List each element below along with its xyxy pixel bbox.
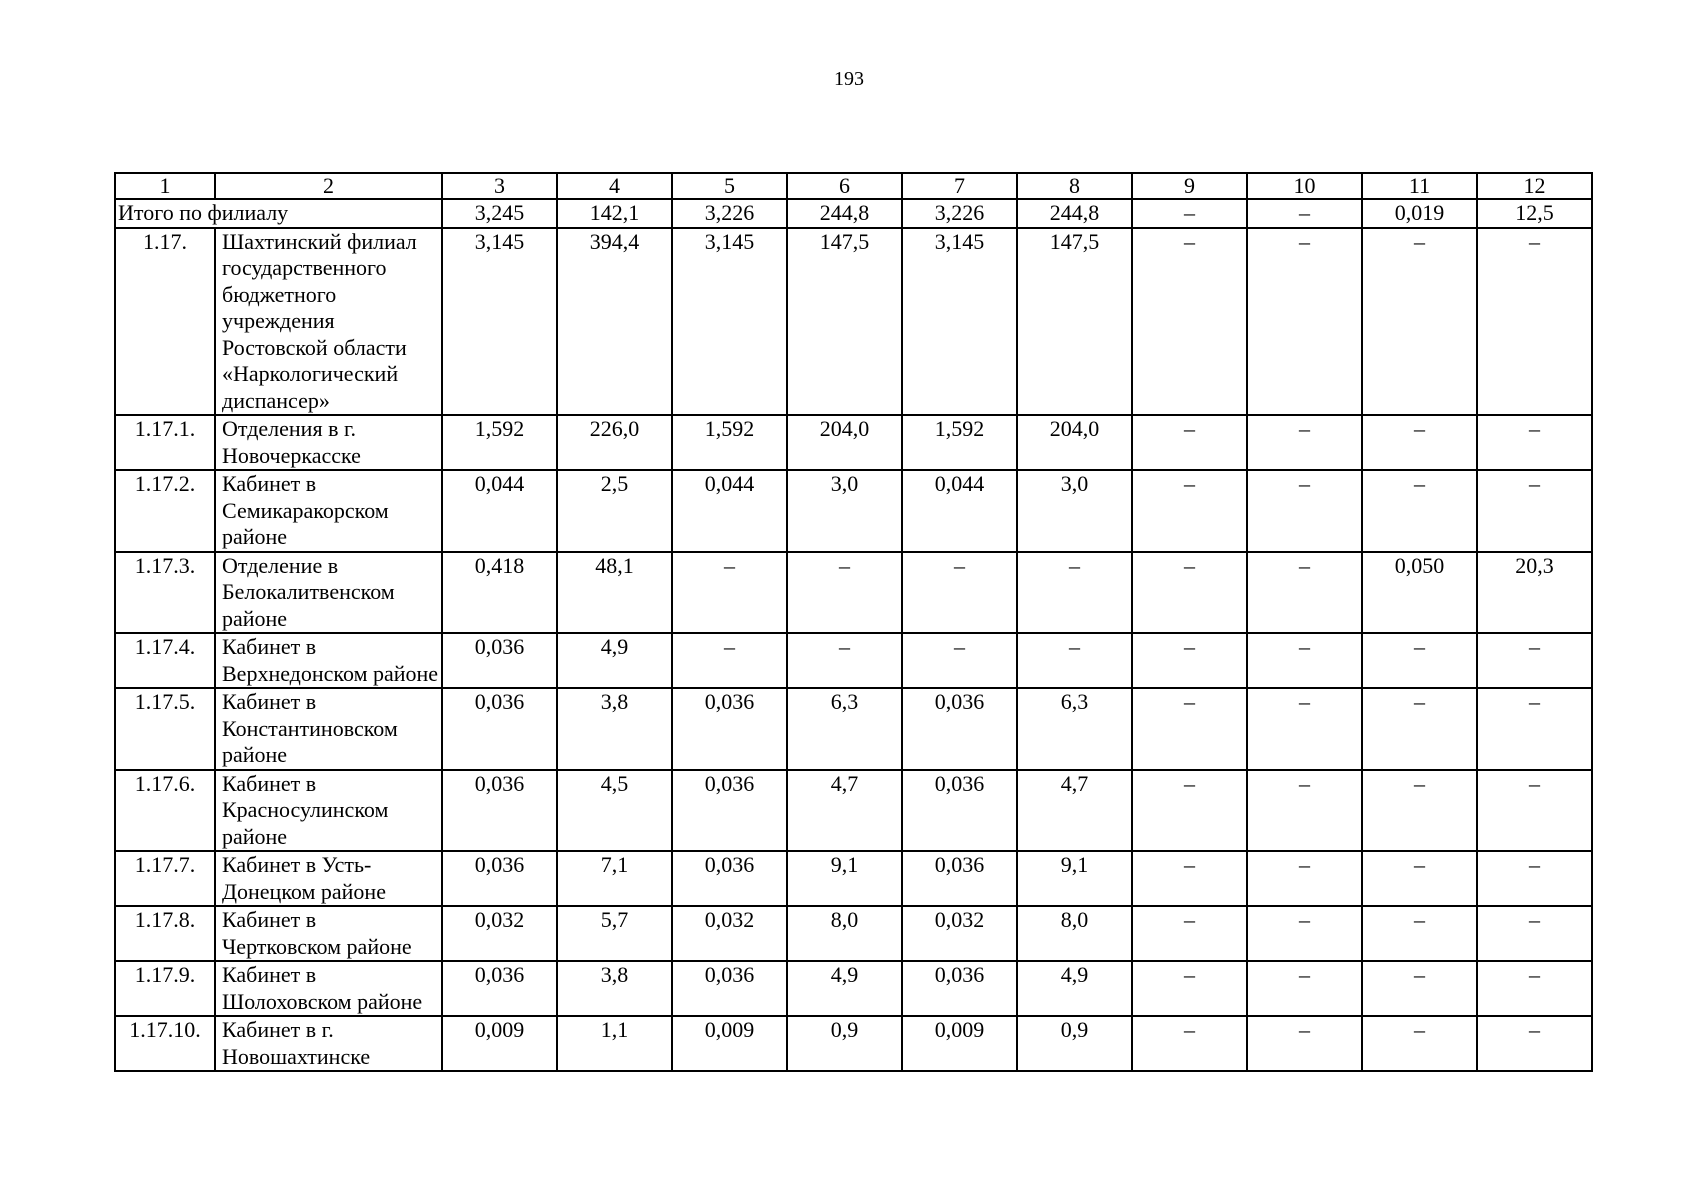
column-number: 7 [902, 173, 1017, 199]
table-cell: 0,032 [902, 906, 1017, 961]
total-row [115, 199, 1592, 228]
table-cell: – [787, 552, 902, 634]
table-cell: 394,4 [557, 228, 672, 416]
page-number: 193 [834, 68, 864, 90]
table-cell: – [672, 633, 787, 688]
column-number: 5 [672, 173, 787, 199]
table-cell: 48,1 [557, 552, 672, 634]
table-cell: 0,036 [442, 851, 557, 906]
table-cell: 6,3 [1017, 688, 1132, 770]
table-cell: 4,9 [1017, 961, 1132, 1016]
table-cell: – [1247, 470, 1362, 552]
table-row [115, 688, 1592, 770]
table-cell: – [1362, 415, 1477, 470]
table-cell: – [1247, 1016, 1362, 1071]
table-cell: 8,0 [787, 906, 902, 961]
table-cell: – [1362, 228, 1477, 416]
table-row [115, 552, 1592, 634]
table-cell: 0,032 [442, 906, 557, 961]
column-number: 1 [115, 173, 215, 199]
table-cell: 9,1 [787, 851, 902, 906]
row-number: 1.17.6. [115, 770, 215, 852]
table-cell: 0,036 [902, 688, 1017, 770]
table-cell: 3,0 [787, 470, 902, 552]
table-cell: 4,9 [557, 633, 672, 688]
row-name: Кабинет в Красносулинском районе [215, 770, 442, 852]
table-cell: – [1362, 851, 1477, 906]
table-cell: 3,226 [902, 199, 1017, 228]
table-cell: – [1362, 688, 1477, 770]
table-cell: – [672, 552, 787, 634]
column-number: 12 [1477, 173, 1592, 199]
row-number: 1.17.10. [115, 1016, 215, 1071]
table-cell: – [1132, 906, 1247, 961]
row-number: 1.17.1. [115, 415, 215, 470]
table-cell: 0,9 [787, 1016, 902, 1071]
column-number: 11 [1362, 173, 1477, 199]
table-cell: – [1132, 688, 1247, 770]
row-name: Кабинет в Семикаракорском районе [215, 470, 442, 552]
table-cell: 0,036 [672, 961, 787, 1016]
table-cell: 3,145 [442, 228, 557, 416]
table-cell: 5,7 [557, 906, 672, 961]
table-cell: – [1017, 633, 1132, 688]
table-cell: – [1132, 1016, 1247, 1071]
column-number: 8 [1017, 173, 1132, 199]
table-cell: – [1362, 633, 1477, 688]
table-cell: 0,044 [672, 470, 787, 552]
table-cell: – [1247, 688, 1362, 770]
column-number: 4 [557, 173, 672, 199]
row-number: 1.17.3. [115, 552, 215, 634]
table-cell: – [1132, 770, 1247, 852]
table-cell: 12,5 [1477, 199, 1592, 228]
row-number: 1.17.9. [115, 961, 215, 1016]
table-cell: – [1247, 633, 1362, 688]
row-name: Отделения в г. Новочеркасске [215, 415, 442, 470]
table-cell: – [1477, 961, 1592, 1016]
row-number: 1.17. [115, 228, 215, 416]
table-cell: – [1132, 228, 1247, 416]
column-number: 2 [215, 173, 442, 199]
table-cell: – [1132, 552, 1247, 634]
table-cell: 204,0 [787, 415, 902, 470]
table-cell: – [1247, 770, 1362, 852]
table-cell: – [1247, 228, 1362, 416]
table-cell: – [1477, 228, 1592, 416]
table-cell: – [1132, 961, 1247, 1016]
table-cell: 3,8 [557, 961, 672, 1016]
table-cell: 3,8 [557, 688, 672, 770]
table-cell: – [1132, 470, 1247, 552]
table-row [115, 470, 1592, 552]
row-number: 1.17.4. [115, 633, 215, 688]
row-name: Кабинет в Верхнедонском районе [215, 633, 442, 688]
table-cell: 0,036 [442, 961, 557, 1016]
table-cell: 3,0 [1017, 470, 1132, 552]
table-cell: 0,036 [672, 851, 787, 906]
table-cell: 0,009 [902, 1016, 1017, 1071]
table-cell: – [1477, 688, 1592, 770]
column-number: 9 [1132, 173, 1247, 199]
table-cell: 0,036 [442, 688, 557, 770]
table-cell: – [1477, 851, 1592, 906]
row-name: Шахтинский филиал государственного бюджетного учреждения Ростовской области «Наркологический диспансер» [215, 228, 442, 416]
table-cell: 0,009 [672, 1016, 787, 1071]
row-number: 1.17.8. [115, 906, 215, 961]
table-cell: 0,044 [442, 470, 557, 552]
table-cell: 0,036 [902, 961, 1017, 1016]
table-row [115, 1016, 1592, 1071]
table-cell: – [1017, 552, 1132, 634]
table-cell: – [1132, 851, 1247, 906]
table-cell: 142,1 [557, 199, 672, 228]
table-cell: – [1477, 633, 1592, 688]
table-cell: 1,592 [442, 415, 557, 470]
table-cell: 4,5 [557, 770, 672, 852]
table-cell: 147,5 [1017, 228, 1132, 416]
table-row [115, 415, 1592, 470]
table-cell: – [1247, 415, 1362, 470]
row-name: Кабинет в г. Новошахтинске [215, 1016, 442, 1071]
table-cell: 7,1 [557, 851, 672, 906]
table-cell: – [1477, 470, 1592, 552]
data-table [114, 172, 1593, 1072]
table-cell: 0,036 [902, 851, 1017, 906]
table-cell: 1,1 [557, 1016, 672, 1071]
row-name: Кабинет в Усть-Донецком районе [215, 851, 442, 906]
table-cell: 226,0 [557, 415, 672, 470]
table-row [115, 851, 1592, 906]
table-cell: 0,9 [1017, 1016, 1132, 1071]
table-cell: 20,3 [1477, 552, 1592, 634]
table-cell: 0,032 [672, 906, 787, 961]
column-number-row [115, 173, 1592, 199]
table-cell: – [1362, 961, 1477, 1016]
table-cell: 0,036 [442, 633, 557, 688]
table-cell: 1,592 [902, 415, 1017, 470]
table-cell: – [1362, 906, 1477, 961]
table-cell: 3,145 [902, 228, 1017, 416]
table-cell: 2,5 [557, 470, 672, 552]
table-cell: 0,044 [902, 470, 1017, 552]
table-cell: 4,7 [1017, 770, 1132, 852]
table-cell: 0,036 [442, 770, 557, 852]
table-cell: 3,226 [672, 199, 787, 228]
table-cell: 0,036 [902, 770, 1017, 852]
table-row [115, 770, 1592, 852]
table-cell: 244,8 [787, 199, 902, 228]
column-number: 10 [1247, 173, 1362, 199]
table-cell: – [1132, 633, 1247, 688]
table-cell: 3,245 [442, 199, 557, 228]
table-cell: – [1477, 1016, 1592, 1071]
table-cell: – [902, 552, 1017, 634]
table-cell: – [1247, 199, 1362, 228]
column-number: 3 [442, 173, 557, 199]
table-cell: 4,9 [787, 961, 902, 1016]
table-cell: – [1247, 906, 1362, 961]
table-cell: 4,7 [787, 770, 902, 852]
table-cell: 0,009 [442, 1016, 557, 1071]
table-cell: – [1362, 770, 1477, 852]
table-cell: 9,1 [1017, 851, 1132, 906]
table-cell: – [1247, 552, 1362, 634]
table-cell: 204,0 [1017, 415, 1132, 470]
row-name: Отделение в Белокалитвенском районе [215, 552, 442, 634]
table-row [115, 633, 1592, 688]
table-cell: 0,418 [442, 552, 557, 634]
table-cell: – [1477, 906, 1592, 961]
table-row [115, 961, 1592, 1016]
table-cell: – [1362, 1016, 1477, 1071]
table-cell: 0,050 [1362, 552, 1477, 634]
table-cell: – [787, 633, 902, 688]
row-name: Кабинет в Шолоховском районе [215, 961, 442, 1016]
row-number: 1.17.7. [115, 851, 215, 906]
table-cell: 0,019 [1362, 199, 1477, 228]
table-cell: 244,8 [1017, 199, 1132, 228]
table-row [115, 228, 1592, 416]
total-label: Итого по филиалу [115, 199, 442, 228]
table-cell: – [1247, 961, 1362, 1016]
table-cell: 6,3 [787, 688, 902, 770]
row-number: 1.17.5. [115, 688, 215, 770]
row-name: Кабинет в Константиновском районе [215, 688, 442, 770]
table-cell: – [1132, 415, 1247, 470]
table-cell: – [1362, 470, 1477, 552]
table-row [115, 906, 1592, 961]
table-cell: 0,036 [672, 770, 787, 852]
table-cell: 0,036 [672, 688, 787, 770]
table-cell: – [1247, 851, 1362, 906]
table-cell: 1,592 [672, 415, 787, 470]
row-name: Кабинет в Чертковском районе [215, 906, 442, 961]
table-cell: – [1477, 770, 1592, 852]
column-number: 6 [787, 173, 902, 199]
table-cell: 3,145 [672, 228, 787, 416]
table-cell: 8,0 [1017, 906, 1132, 961]
table-cell: – [1477, 415, 1592, 470]
table-cell: – [902, 633, 1017, 688]
table-cell: – [1132, 199, 1247, 228]
row-number: 1.17.2. [115, 470, 215, 552]
table-cell: 147,5 [787, 228, 902, 416]
